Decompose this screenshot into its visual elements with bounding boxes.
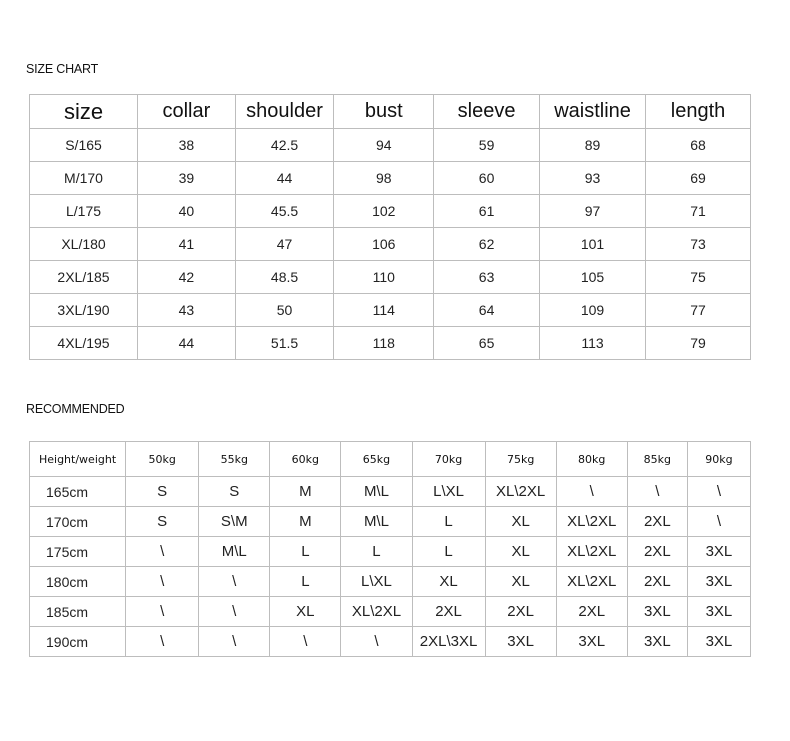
size-chart-row	[30, 162, 751, 195]
size-chart-header-cell: shoulder	[235, 95, 334, 129]
recommended-cell: \	[199, 567, 270, 597]
size-chart-header-cell: sleeve	[434, 95, 540, 129]
size-chart-cell: 48.5	[235, 261, 334, 294]
recommended-header-cell: 90kg	[687, 442, 750, 477]
size-chart-cell: 45.5	[235, 195, 334, 228]
size-chart-cell: 71	[646, 195, 751, 228]
recommended-cell: 2XL	[627, 507, 687, 537]
size-chart-cell: 38	[138, 129, 236, 162]
size-chart-cell: 59	[434, 129, 540, 162]
recommended-header-cell: 60kg	[270, 442, 341, 477]
size-chart-header-cell: collar	[138, 95, 236, 129]
recommended-table	[29, 441, 751, 657]
recommended-cell: 3XL	[687, 537, 750, 567]
size-chart-cell: 61	[434, 195, 540, 228]
recommended-cell: L\XL	[412, 477, 485, 507]
size-chart-header-cell: bust	[334, 95, 434, 129]
recommended-row-label: 185cm	[30, 597, 126, 627]
size-chart-cell: 63	[434, 261, 540, 294]
recommended-row-label: 180cm	[30, 567, 126, 597]
recommended-header-cell: 65kg	[341, 442, 412, 477]
size-chart-row	[30, 228, 751, 261]
recommended-cell: 3XL	[687, 627, 750, 657]
recommended-cell: \	[126, 627, 199, 657]
size-chart-cell: 77	[646, 294, 751, 327]
size-chart-row-label: XL/180	[30, 228, 138, 261]
recommended-cell: \	[556, 477, 627, 507]
recommended-row	[30, 507, 751, 537]
recommended-cell: XL	[412, 567, 485, 597]
size-chart-cell: 60	[434, 162, 540, 195]
recommended-cell: \	[126, 537, 199, 567]
recommended-cell: \	[199, 627, 270, 657]
recommended-row	[30, 597, 751, 627]
recommended-row	[30, 567, 751, 597]
recommended-header-row	[30, 442, 751, 477]
size-chart-cell: 42.5	[235, 129, 334, 162]
size-chart-header-cell: length	[646, 95, 751, 129]
size-chart-row-label: 2XL/185	[30, 261, 138, 294]
size-chart-row	[30, 195, 751, 228]
size-chart-cell: 39	[138, 162, 236, 195]
size-chart-cell: 65	[434, 327, 540, 360]
recommended-cell: XL\2XL	[556, 507, 627, 537]
recommended-cell: M	[270, 507, 341, 537]
size-chart-cell: 64	[434, 294, 540, 327]
recommended-cell: 2XL	[485, 597, 556, 627]
recommended-cell: 3XL	[556, 627, 627, 657]
size-chart-cell: 109	[540, 294, 646, 327]
recommended-row-label: 190cm	[30, 627, 126, 657]
recommended-cell: M\L	[199, 537, 270, 567]
size-chart-cell: 110	[334, 261, 434, 294]
recommended-cell: XL	[485, 507, 556, 537]
recommended-cell: S\M	[199, 507, 270, 537]
size-chart-cell: 94	[334, 129, 434, 162]
size-chart-cell: 101	[540, 228, 646, 261]
recommended-cell: M\L	[341, 477, 412, 507]
size-chart-cell: 97	[540, 195, 646, 228]
size-chart-title: SIZE CHART	[26, 62, 99, 76]
recommended-cell: 2XL	[627, 537, 687, 567]
recommended-cell: \	[199, 597, 270, 627]
recommended-cell: XL\2XL	[485, 477, 556, 507]
recommended-cell: L\XL	[341, 567, 412, 597]
recommended-cell: XL	[485, 567, 556, 597]
recommended-row-label: 165cm	[30, 477, 126, 507]
size-chart-header-cell: waistline	[540, 95, 646, 129]
size-chart-cell: 113	[540, 327, 646, 360]
recommended-cell: 3XL	[485, 627, 556, 657]
size-chart-cell: 118	[334, 327, 434, 360]
recommended-cell: S	[126, 477, 199, 507]
size-chart-row-label: 4XL/195	[30, 327, 138, 360]
recommended-header-cell: 50kg	[126, 442, 199, 477]
recommended-cell: S	[126, 507, 199, 537]
size-chart-cell: 40	[138, 195, 236, 228]
size-chart-table	[29, 94, 751, 360]
size-chart-row-label: L/175	[30, 195, 138, 228]
recommended-cell: L	[270, 567, 341, 597]
recommended-cell: L	[341, 537, 412, 567]
recommended-cell: L	[412, 537, 485, 567]
recommended-cell: \	[627, 477, 687, 507]
recommended-header-cell: 85kg	[627, 442, 687, 477]
recommended-cell: 3XL	[687, 597, 750, 627]
recommended-cell: 2XL\3XL	[412, 627, 485, 657]
size-chart-cell: 47	[235, 228, 334, 261]
recommended-cell: 2XL	[556, 597, 627, 627]
size-chart-cell: 93	[540, 162, 646, 195]
recommended-cell: XL	[270, 597, 341, 627]
size-chart-header-cell: size	[30, 95, 138, 129]
size-chart-cell: 51.5	[235, 327, 334, 360]
recommended-cell: \	[341, 627, 412, 657]
size-chart-cell: 89	[540, 129, 646, 162]
recommended-title: RECOMMENDED	[26, 402, 125, 416]
size-chart-cell: 41	[138, 228, 236, 261]
recommended-cell: XL	[485, 537, 556, 567]
size-chart-cell: 75	[646, 261, 751, 294]
size-chart-cell: 62	[434, 228, 540, 261]
recommended-cell: 3XL	[627, 627, 687, 657]
recommended-row	[30, 627, 751, 657]
recommended-cell: XL\2XL	[556, 567, 627, 597]
recommended-row-label: 170cm	[30, 507, 126, 537]
recommended-cell: M\L	[341, 507, 412, 537]
size-chart-cell: 102	[334, 195, 434, 228]
size-chart-cell: 114	[334, 294, 434, 327]
size-chart-cell: 44	[235, 162, 334, 195]
size-chart-cell: 69	[646, 162, 751, 195]
recommended-cell: XL\2XL	[556, 537, 627, 567]
recommended-cell: \	[687, 507, 750, 537]
recommended-header-cell: 70kg	[412, 442, 485, 477]
recommended-cell: \	[687, 477, 750, 507]
recommended-cell: L	[412, 507, 485, 537]
size-chart-cell: 105	[540, 261, 646, 294]
recommended-cell: S	[199, 477, 270, 507]
size-chart-cell: 50	[235, 294, 334, 327]
recommended-header-cell: 80kg	[556, 442, 627, 477]
recommended-row-label: 175cm	[30, 537, 126, 567]
recommended-cell: \	[126, 567, 199, 597]
size-chart-row-label: M/170	[30, 162, 138, 195]
recommended-cell: 2XL	[627, 567, 687, 597]
size-chart-row-label: 3XL/190	[30, 294, 138, 327]
recommended-cell: L	[270, 537, 341, 567]
size-chart-cell: 42	[138, 261, 236, 294]
size-chart-cell: 68	[646, 129, 751, 162]
size-chart-row	[30, 129, 751, 162]
recommended-row	[30, 537, 751, 567]
recommended-cell: \	[126, 597, 199, 627]
recommended-header-cell: Height/weight	[30, 442, 126, 477]
recommended-header-cell: 55kg	[199, 442, 270, 477]
size-chart-row-label: S/165	[30, 129, 138, 162]
size-chart-cell: 79	[646, 327, 751, 360]
recommended-cell: 3XL	[687, 567, 750, 597]
recommended-cell: \	[270, 627, 341, 657]
recommended-header-cell: 75kg	[485, 442, 556, 477]
size-chart-cell: 73	[646, 228, 751, 261]
size-chart-cell: 98	[334, 162, 434, 195]
recommended-cell: XL\2XL	[341, 597, 412, 627]
recommended-cell: M	[270, 477, 341, 507]
size-chart-row	[30, 261, 751, 294]
size-chart-header-row	[30, 95, 751, 129]
size-chart-cell: 44	[138, 327, 236, 360]
size-chart-cell: 106	[334, 228, 434, 261]
recommended-row	[30, 477, 751, 507]
recommended-cell: 2XL	[412, 597, 485, 627]
size-chart-row	[30, 327, 751, 360]
size-chart-cell: 43	[138, 294, 236, 327]
size-chart-row	[30, 294, 751, 327]
recommended-cell: 3XL	[627, 597, 687, 627]
